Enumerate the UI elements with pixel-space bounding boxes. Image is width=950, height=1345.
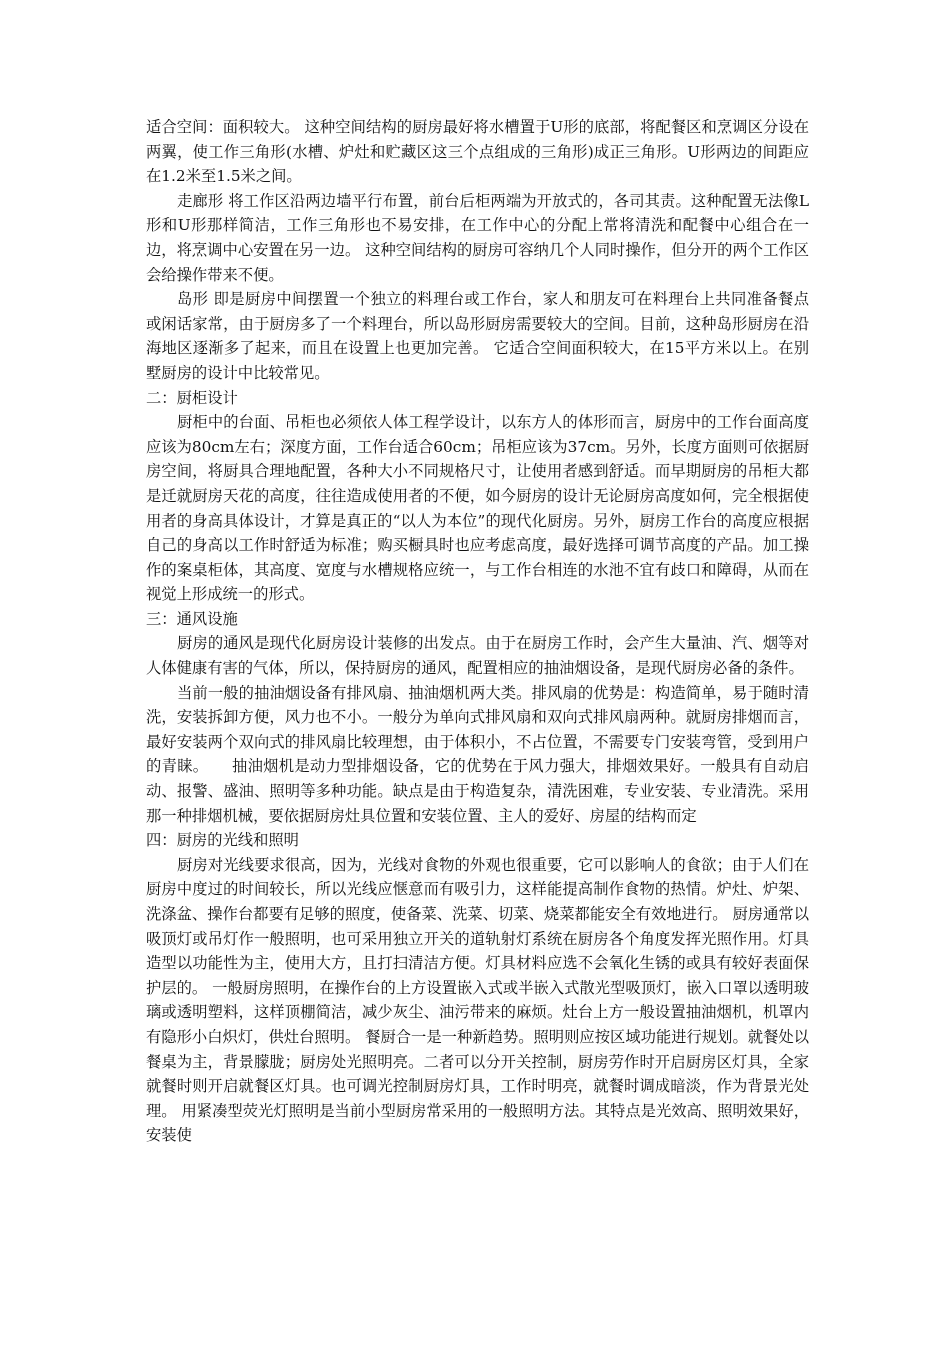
- section-heading-ventilation: 三：通风设施: [146, 609, 238, 628]
- document-page: [146, 115, 809, 1148]
- paragraph-corridor-layout: 走廊形 将工作区沿两边墙平行布置，前台后柜两端为开放式的，各司其责。这种配置无法像L形和U形那样简洁，工作三角形也不易安排，在工作中心的分配上常将清洗和配餐中心组合在一边，将烹调中心安置在另一边。 这种空间结构的厨房可容纳几个人同时操作，但分开的两个工作区会给操作带来不便。: [146, 191, 809, 284]
- paragraph-lighting: 厨房对光线要求很高，因为，光线对食物的外观也很重要，它可以影响人的食欲；由于人们在厨房中度过的时间较长，所以光线应惬意而有吸引力，这样能提高制作食物的热情。炉灶、炉架、洗涤盆、操作台都要有足够的照度，使备菜、洗菜、切菜、烧菜都能安全有效地进行。 厨房通常以吸顶灯或吊灯作一般照明，也可采用独立开关的道轨射灯系统在厨房各个角度发挥光照作用。灯具造型以功能性为主，使用大方，且打扫清洁方便。灯具材料应选不会氧化生锈的或具有较好表面保护层的。 一般厨房照明，在操作台的上方设置嵌入式或半嵌入式散光型吸顶灯，嵌入口罩以透明玻璃或透明塑料，这样顶棚简洁，减少灰尘、油污带来的麻烦。灶台上方一般设置抽油烟机，机罩内有隐形小白炽灯，供灶台照明。 餐厨合一是一种新趋势。照明则应按区域功能进行规划。就餐处以餐桌为主，背景朦胧；厨房处光照明亮。二者可以分开关控制，厨房劳作时开启厨房区灯具，全家就餐时则开启就餐区灯具。也可调光控制厨房灯具，工作时明亮，就餐时调成暗淡，作为背景光处理。 用紧凑型荧光灯照明是当前小型厨房常采用的一般照明方法。其特点是光效高、照明效果好，安装使: [146, 855, 809, 1145]
- paragraph-island-layout: 岛形 即是厨房中间摆置一个独立的料理台或工作台，家人和朋友可在料理台上共同准备餐点或闲话家常，由于厨房多了一个料理台，所以岛形厨房需要较大的空间。目前，这种岛形厨房在沿海地区逐渐多了起来，而且在设置上也更加完善。 它适合空间面积较大，在15平方米以上。在别墅厨房的设计中比较常见。: [146, 290, 809, 382]
- paragraph-ventilation-equipment: 当前一般的抽油烟设备有排风扇、抽油烟机两大类。排风扇的优势是：构造简单，易于随时清洗，安装拆卸方便，风力也不小。一般分为单向式排风扇和双向式排风扇两种。就厨房排烟而言，最好安装两个双向式的排风扇比较理想，由于体积小，不占位置，不需要专门安装弯管，受到用户的青睐。 抽油烟机是动力型排烟设备，它的优势在于风力强大，排烟效果好。一般具有自动启动、报警、盛油、照明等多种功能。缺点是由于构造复杂，清洗困难，专业安装、专业清洗。采用那一种排烟机械，要依据厨房灶具位置和安装位置、主人的爱好、房屋的结构而定: [146, 683, 809, 825]
- section-heading-lighting: 四：厨房的光线和照明: [146, 831, 299, 850]
- section-heading-cabinet-design: 二：厨柜设计: [146, 388, 238, 407]
- paragraph-cabinet-design: 厨柜中的台面、吊柜也必须依人体工程学设计，以东方人的体形而言，厨房中的工作台面高度应该为80cm左右；深度方面，工作台适合60cm；吊柜应该为37cm。另外，长度方面则可依据厨房空间，将厨具合理地配置，各种大小不同规格尺寸，让使用者感到舒适。而早期厨房的吊柜大都是迁就厨房天花的高度，往往造成使用者的不便，如今厨房的设计无论厨房高度如何，完全根据使用者的身高具体设计，才算是真正的“以人为本位”的现代化厨房。另外，厨房工作台的高度应根据自己的身高以工作时舒适为标准；购买橱具时也应考虑高度，最好选择可调节高度的产品。加工操作的案桌柜体，其高度、宽度与水槽规格应统一，与工作台相连的水池不宜有歧口和障碍，从而在视觉上形成统一的形式。: [146, 413, 810, 604]
- paragraph-ventilation-intro: 厨房的通风是现代化厨房设计装修的出发点。由于在厨房工作时，会产生大量油、汽、烟等对人体健康有害的气体，所以，保持厨房的通风，配置相应的抽油烟设备，是现代厨房必备的条件。: [146, 634, 809, 678]
- paragraph-u-shape-continued: 适合空间：面积较大。 这种空间结构的厨房最好将水槽置于U形的底部，将配餐区和烹调区分设在两翼，使工作三角形(水槽、炉灶和贮藏区这三个点组成的三角形)成正三角形。U形两边的间距应在1.2米至1.5米之间。: [146, 118, 809, 186]
